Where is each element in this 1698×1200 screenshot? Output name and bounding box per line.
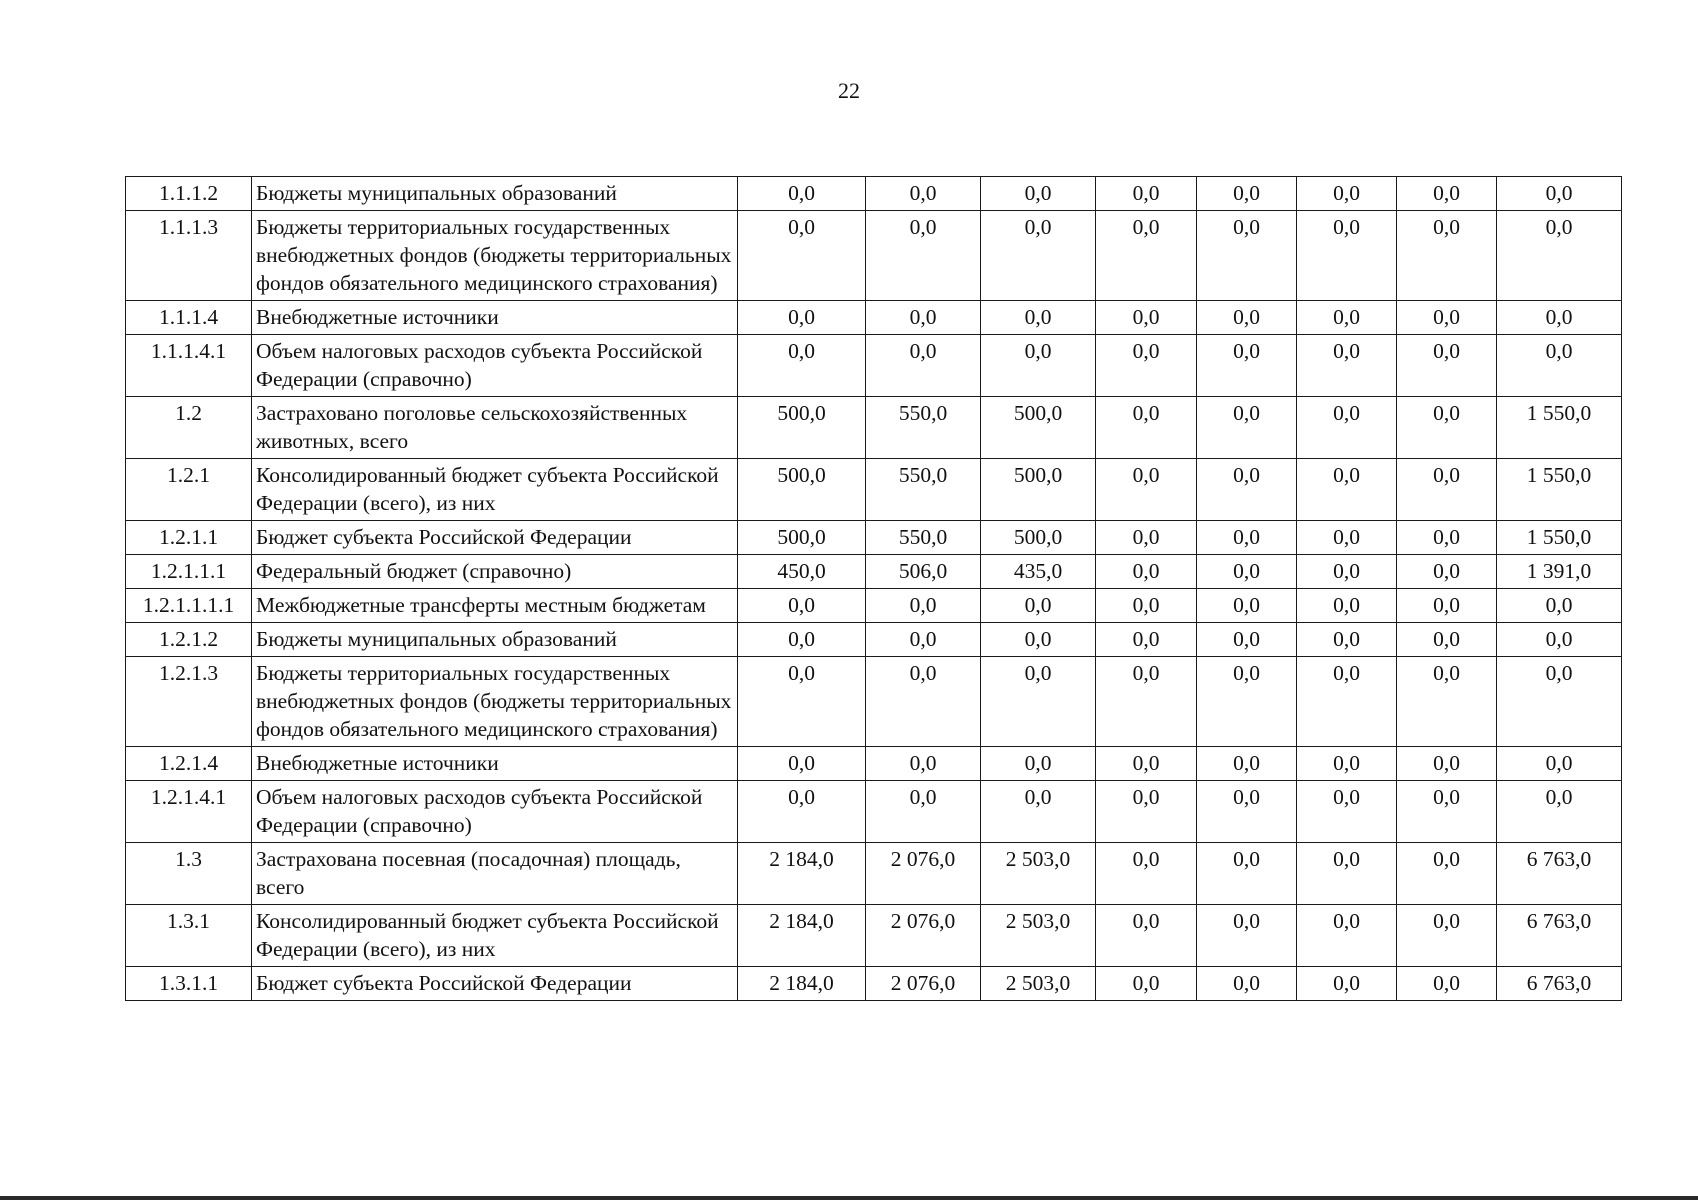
value-cell: 0,0 [866, 177, 981, 211]
value-cell: 0,0 [866, 623, 981, 657]
value-cell: 0,0 [738, 747, 866, 781]
value-cell: 0,0 [738, 301, 866, 335]
value-cell: 0,0 [1297, 301, 1397, 335]
value-cell: 0,0 [738, 623, 866, 657]
value-cell: 0,0 [981, 747, 1096, 781]
value-cell: 0,0 [1397, 177, 1497, 211]
total-cell: 1 550,0 [1497, 397, 1622, 459]
value-cell: 2 503,0 [981, 843, 1096, 905]
value-cell: 0,0 [1096, 335, 1197, 397]
table-row [126, 301, 1622, 335]
value-cell: 0,0 [1096, 657, 1197, 747]
table-row [126, 623, 1622, 657]
row-name: Бюджеты территориальных государственных внебюджетных фондов (бюджеты территориальных фондов обязательного медицинского страхования) [252, 657, 738, 747]
row-name: Консолидированный бюджет субъекта Российской Федерации (всего), из них [252, 905, 738, 967]
value-cell: 0,0 [1297, 905, 1397, 967]
value-cell: 0,0 [1397, 843, 1497, 905]
value-cell: 500,0 [981, 521, 1096, 555]
row-name: Межбюджетные трансферты местным бюджетам [252, 589, 738, 623]
total-cell: 1 550,0 [1497, 521, 1622, 555]
value-cell: 435,0 [981, 555, 1096, 589]
value-cell: 0,0 [1297, 555, 1397, 589]
row-name: Консолидированный бюджет субъекта Российской Федерации (всего), из них [252, 459, 738, 521]
page-number: 22 [838, 78, 860, 103]
row-name: Бюджет субъекта Российской Федерации [252, 521, 738, 555]
value-cell: 0,0 [738, 335, 866, 397]
value-cell: 0,0 [981, 177, 1096, 211]
value-cell: 2 184,0 [738, 843, 866, 905]
row-code: 1.2.1.1 [126, 521, 252, 555]
value-cell: 0,0 [738, 657, 866, 747]
value-cell: 0,0 [1297, 397, 1397, 459]
value-cell: 0,0 [866, 781, 981, 843]
value-cell: 0,0 [1297, 589, 1397, 623]
value-cell: 0,0 [1096, 843, 1197, 905]
value-cell: 0,0 [1397, 905, 1497, 967]
value-cell: 0,0 [1397, 397, 1497, 459]
value-cell: 0,0 [1397, 211, 1497, 301]
value-cell: 0,0 [1096, 521, 1197, 555]
total-cell: 0,0 [1497, 301, 1622, 335]
table-row [126, 555, 1622, 589]
row-name: Внебюджетные источники [252, 301, 738, 335]
value-cell: 0,0 [1096, 397, 1197, 459]
value-cell: 0,0 [738, 589, 866, 623]
value-cell: 0,0 [1397, 657, 1497, 747]
value-cell: 0,0 [866, 747, 981, 781]
total-cell: 0,0 [1497, 589, 1622, 623]
value-cell: 0,0 [1397, 301, 1497, 335]
value-cell: 0,0 [1096, 555, 1197, 589]
row-code: 1.2.1.3 [126, 657, 252, 747]
value-cell: 2 076,0 [866, 905, 981, 967]
total-cell: 0,0 [1497, 211, 1622, 301]
value-cell: 0,0 [866, 335, 981, 397]
table-row [126, 905, 1622, 967]
value-cell: 0,0 [866, 211, 981, 301]
table-row [126, 397, 1622, 459]
value-cell: 0,0 [1096, 211, 1197, 301]
value-cell: 0,0 [1297, 459, 1397, 521]
value-cell: 0,0 [1096, 781, 1197, 843]
table-row [126, 967, 1622, 1001]
value-cell: 0,0 [866, 301, 981, 335]
value-cell: 0,0 [738, 781, 866, 843]
row-name: Бюджеты муниципальных образований [252, 177, 738, 211]
value-cell: 0,0 [866, 589, 981, 623]
row-name: Объем налоговых расходов субъекта Российской Федерации (справочно) [252, 781, 738, 843]
value-cell: 0,0 [738, 211, 866, 301]
total-cell: 6 763,0 [1497, 967, 1622, 1001]
table-row [126, 521, 1622, 555]
value-cell: 0,0 [1297, 781, 1397, 843]
value-cell: 2 184,0 [738, 967, 866, 1001]
total-cell: 1 391,0 [1497, 555, 1622, 589]
value-cell: 0,0 [1397, 555, 1497, 589]
value-cell: 500,0 [981, 397, 1096, 459]
value-cell: 0,0 [1197, 781, 1297, 843]
value-cell: 0,0 [1297, 747, 1397, 781]
row-code: 1.1.1.3 [126, 211, 252, 301]
value-cell: 0,0 [1096, 301, 1197, 335]
value-cell: 0,0 [1297, 211, 1397, 301]
total-cell: 0,0 [1497, 335, 1622, 397]
table-row [126, 781, 1622, 843]
value-cell: 0,0 [981, 335, 1096, 397]
total-cell: 0,0 [1497, 781, 1622, 843]
value-cell: 2 503,0 [981, 967, 1096, 1001]
value-cell: 0,0 [1297, 623, 1397, 657]
value-cell: 0,0 [1197, 905, 1297, 967]
value-cell: 0,0 [1096, 623, 1197, 657]
value-cell: 450,0 [738, 555, 866, 589]
table-row [126, 177, 1622, 211]
row-name: Бюджеты территориальных государственных внебюджетных фондов (бюджеты территориальных фондов обязательного медицинского страхования) [252, 211, 738, 301]
total-cell: 0,0 [1497, 623, 1622, 657]
table-row [126, 211, 1622, 301]
value-cell: 500,0 [738, 397, 866, 459]
value-cell: 0,0 [1197, 747, 1297, 781]
total-cell: 0,0 [1497, 177, 1622, 211]
value-cell: 0,0 [1197, 657, 1297, 747]
value-cell: 2 503,0 [981, 905, 1096, 967]
total-cell: 0,0 [1497, 657, 1622, 747]
value-cell: 0,0 [1096, 905, 1197, 967]
value-cell: 0,0 [1096, 747, 1197, 781]
value-cell: 0,0 [1297, 967, 1397, 1001]
value-cell: 0,0 [1197, 459, 1297, 521]
value-cell: 0,0 [738, 177, 866, 211]
value-cell: 0,0 [1197, 177, 1297, 211]
table-row [126, 459, 1622, 521]
value-cell: 0,0 [1197, 843, 1297, 905]
table-row [126, 335, 1622, 397]
value-cell: 0,0 [981, 781, 1096, 843]
table-row [126, 843, 1622, 905]
value-cell: 0,0 [1197, 623, 1297, 657]
value-cell: 0,0 [1297, 657, 1397, 747]
value-cell: 0,0 [981, 301, 1096, 335]
row-code: 1.2.1.2 [126, 623, 252, 657]
value-cell: 0,0 [1096, 589, 1197, 623]
value-cell: 0,0 [1197, 967, 1297, 1001]
row-name: Федеральный бюджет (справочно) [252, 555, 738, 589]
value-cell: 0,0 [1397, 459, 1497, 521]
total-cell: 0,0 [1497, 747, 1622, 781]
row-name: Объем налоговых расходов субъекта Российской Федерации (справочно) [252, 335, 738, 397]
value-cell: 0,0 [1197, 211, 1297, 301]
total-cell: 6 763,0 [1497, 843, 1622, 905]
total-cell: 1 550,0 [1497, 459, 1622, 521]
value-cell: 0,0 [1397, 521, 1497, 555]
row-code: 1.2 [126, 397, 252, 459]
row-code: 1.3.1 [126, 905, 252, 967]
row-code: 1.2.1.4.1 [126, 781, 252, 843]
value-cell: 0,0 [981, 211, 1096, 301]
value-cell: 506,0 [866, 555, 981, 589]
value-cell: 0,0 [1197, 555, 1297, 589]
value-cell: 0,0 [1297, 843, 1397, 905]
value-cell: 0,0 [981, 589, 1096, 623]
row-code: 1.1.1.2 [126, 177, 252, 211]
row-code: 1.2.1.1.1 [126, 555, 252, 589]
value-cell: 0,0 [1197, 589, 1297, 623]
row-code: 1.1.1.4.1 [126, 335, 252, 397]
value-cell: 500,0 [738, 459, 866, 521]
value-cell: 2 184,0 [738, 905, 866, 967]
row-code: 1.3 [126, 843, 252, 905]
value-cell: 550,0 [866, 459, 981, 521]
row-code: 1.2.1.1.1.1 [126, 589, 252, 623]
value-cell: 0,0 [1297, 177, 1397, 211]
row-name: Застрахована посевная (посадочная) площадь, всего [252, 843, 738, 905]
row-name: Бюджет субъекта Российской Федерации [252, 967, 738, 1001]
row-name: Застраховано поголовье сельскохозяйственных животных, всего [252, 397, 738, 459]
value-cell: 0,0 [866, 657, 981, 747]
value-cell: 0,0 [1197, 397, 1297, 459]
row-code: 1.3.1.1 [126, 967, 252, 1001]
scan-edge-line [0, 1196, 1698, 1200]
table-row [126, 747, 1622, 781]
value-cell: 0,0 [1397, 335, 1497, 397]
row-name: Бюджеты муниципальных образований [252, 623, 738, 657]
value-cell: 0,0 [1297, 521, 1397, 555]
value-cell: 0,0 [1197, 301, 1297, 335]
table-row [126, 657, 1622, 747]
row-code: 1.2.1.4 [126, 747, 252, 781]
value-cell: 0,0 [1297, 335, 1397, 397]
value-cell: 0,0 [1096, 177, 1197, 211]
value-cell: 550,0 [866, 397, 981, 459]
value-cell: 550,0 [866, 521, 981, 555]
value-cell: 0,0 [1397, 967, 1497, 1001]
value-cell: 0,0 [1197, 335, 1297, 397]
value-cell: 0,0 [1197, 521, 1297, 555]
value-cell: 0,0 [1096, 459, 1197, 521]
row-name: Внебюджетные источники [252, 747, 738, 781]
row-code: 1.1.1.4 [126, 301, 252, 335]
value-cell: 0,0 [1397, 781, 1497, 843]
value-cell: 500,0 [981, 459, 1096, 521]
value-cell: 0,0 [981, 623, 1096, 657]
value-cell: 0,0 [1397, 623, 1497, 657]
budget-table [125, 176, 1622, 1001]
row-code: 1.2.1 [126, 459, 252, 521]
value-cell: 0,0 [1397, 747, 1497, 781]
value-cell: 2 076,0 [866, 967, 981, 1001]
value-cell: 0,0 [981, 657, 1096, 747]
total-cell: 6 763,0 [1497, 905, 1622, 967]
table-row [126, 589, 1622, 623]
value-cell: 0,0 [1397, 589, 1497, 623]
value-cell: 2 076,0 [866, 843, 981, 905]
value-cell: 500,0 [738, 521, 866, 555]
value-cell: 0,0 [1096, 967, 1197, 1001]
